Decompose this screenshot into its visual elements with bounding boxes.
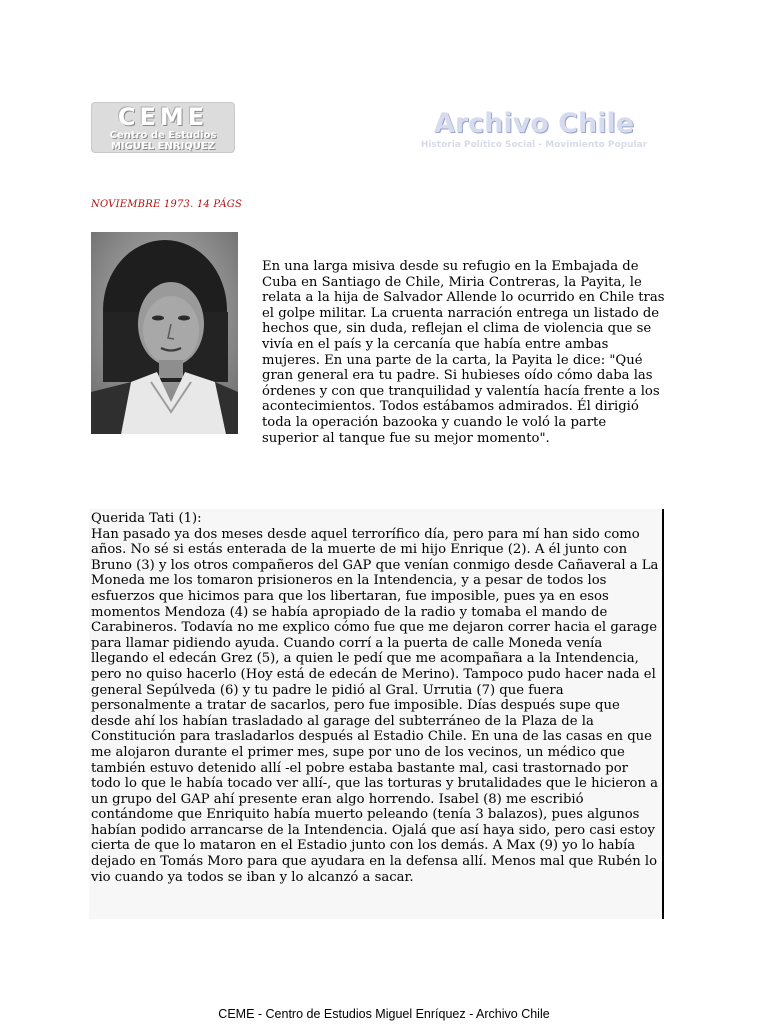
letter-salutation: Querida Tati (1):	[91, 511, 202, 526]
ceme-logo-line2: MIGUEL ENRIQUEZ	[110, 141, 215, 152]
page-footer: CEME - Centro de Estudios Miguel Enríquez - Archivo Chile	[218, 1007, 550, 1021]
letter-box	[89, 509, 664, 919]
ceme-logo	[91, 102, 235, 153]
ceme-logo-line1: Centro de Estudios	[109, 130, 217, 141]
photo-float-spacer	[171, 259, 262, 434]
archivo-logo-title: Archivo Chile	[433, 108, 635, 139]
intro-paragraph	[171, 259, 666, 446]
letter-body: Han pasado ya dos meses desde aquel terrorífico día, pero para mí han sido como años. No sé si estás enterada de la muerte de mi hijo Enrique (2). A él junto con Bruno (3) y los otros compañeros del GAP que venían conmigo desde Cañaveral a La Moneda me los tomaron prisioneros en la Intendencia, y a pesar de todos los esfuerzos que hicimos para que los libertaran, fue imposible, pues ya en esos momentos Mendoza (4) se había apropiado de la radio y tomaba el mando de Carabineros. Todavía no me explico cómo fue que me dejaron correr hacia el garage para llamar pidiendo ayuda. Cuando corrí a la puerta de calle Moneda venía llegando el edecán Grez (5), a quien le pedí que me acompañara a la Intendencia, pero no quiso hacerlo (Hoy está de edecán de Merino). Tampoco pudo hacer nada el general Sepúlveda (6) y tu padre le pidió al Gral. Urrutia (7) que fuera personalmente a tratar de sacarlos, pero fue imposible. Días después supe que desde ahí los habían trasladado al garage del subterráneo de la Plaza de la Constitución para trasladarlos después al Estadio Chile. En una de las casas en que me alojaron durante el primer mes, supe por uno de los vecinos, un médico que también estuvo detenido allí -el pobre estaba bastante mal, casi trastornado por todo lo que le había tocado ver allí-, que las torturas y brutalidades que le hicieron a un grupo del GAP ahí presente eran algo horrendo. Isabel (8) me escribió contándome que Enriquito había muerto peleando (tenía 3 balazos), pues algunos habían podido arrancarse de la Intendencia. Ojalá que así haya sido, pero casi estoy cierta de que lo mataron en el Estadio junto con los demás. A Max (9) yo lo había dejado en Tomás Moro para que ayudara en la defensa allí. Menos mal que Rubén lo vio cuando ya todos se iban y lo alcanzó a sacar.	[91, 526, 659, 885]
archivo-chile-logo	[405, 108, 663, 151]
ceme-logo-title: CEME	[117, 103, 209, 131]
intro-text: En una larga misiva desde su refugio en la Embajada de Cuba en Santiago de Chile, Miria Contreras, la Payita, le relata a la hija de Salvador Allende lo ocurrido en Chile tras el golpe militar. La cruenta narración entrega un listado de hechos que, sin duda, reflejan el clima de violencia que se vivía en el país y la cercanía que había entre ambas mujeres. En una parte de la carta, la Payita le dice: "Qué gran general era tu padre. Si hubieses oído cómo daba las órdenes y con que tranquilidad y valentía hacía frente a los acontecimientos. Todos estábamos admirados. Él dirigió toda la operación bazooka y cuando le voló la parte superior al tanque fue su mejor momento".	[262, 259, 665, 446]
document-date: NOVIEMBRE 1973. 14 PÁGS	[91, 199, 243, 210]
archivo-logo-subtitle: Historia Político Social - Movimiento Popular	[420, 140, 648, 150]
